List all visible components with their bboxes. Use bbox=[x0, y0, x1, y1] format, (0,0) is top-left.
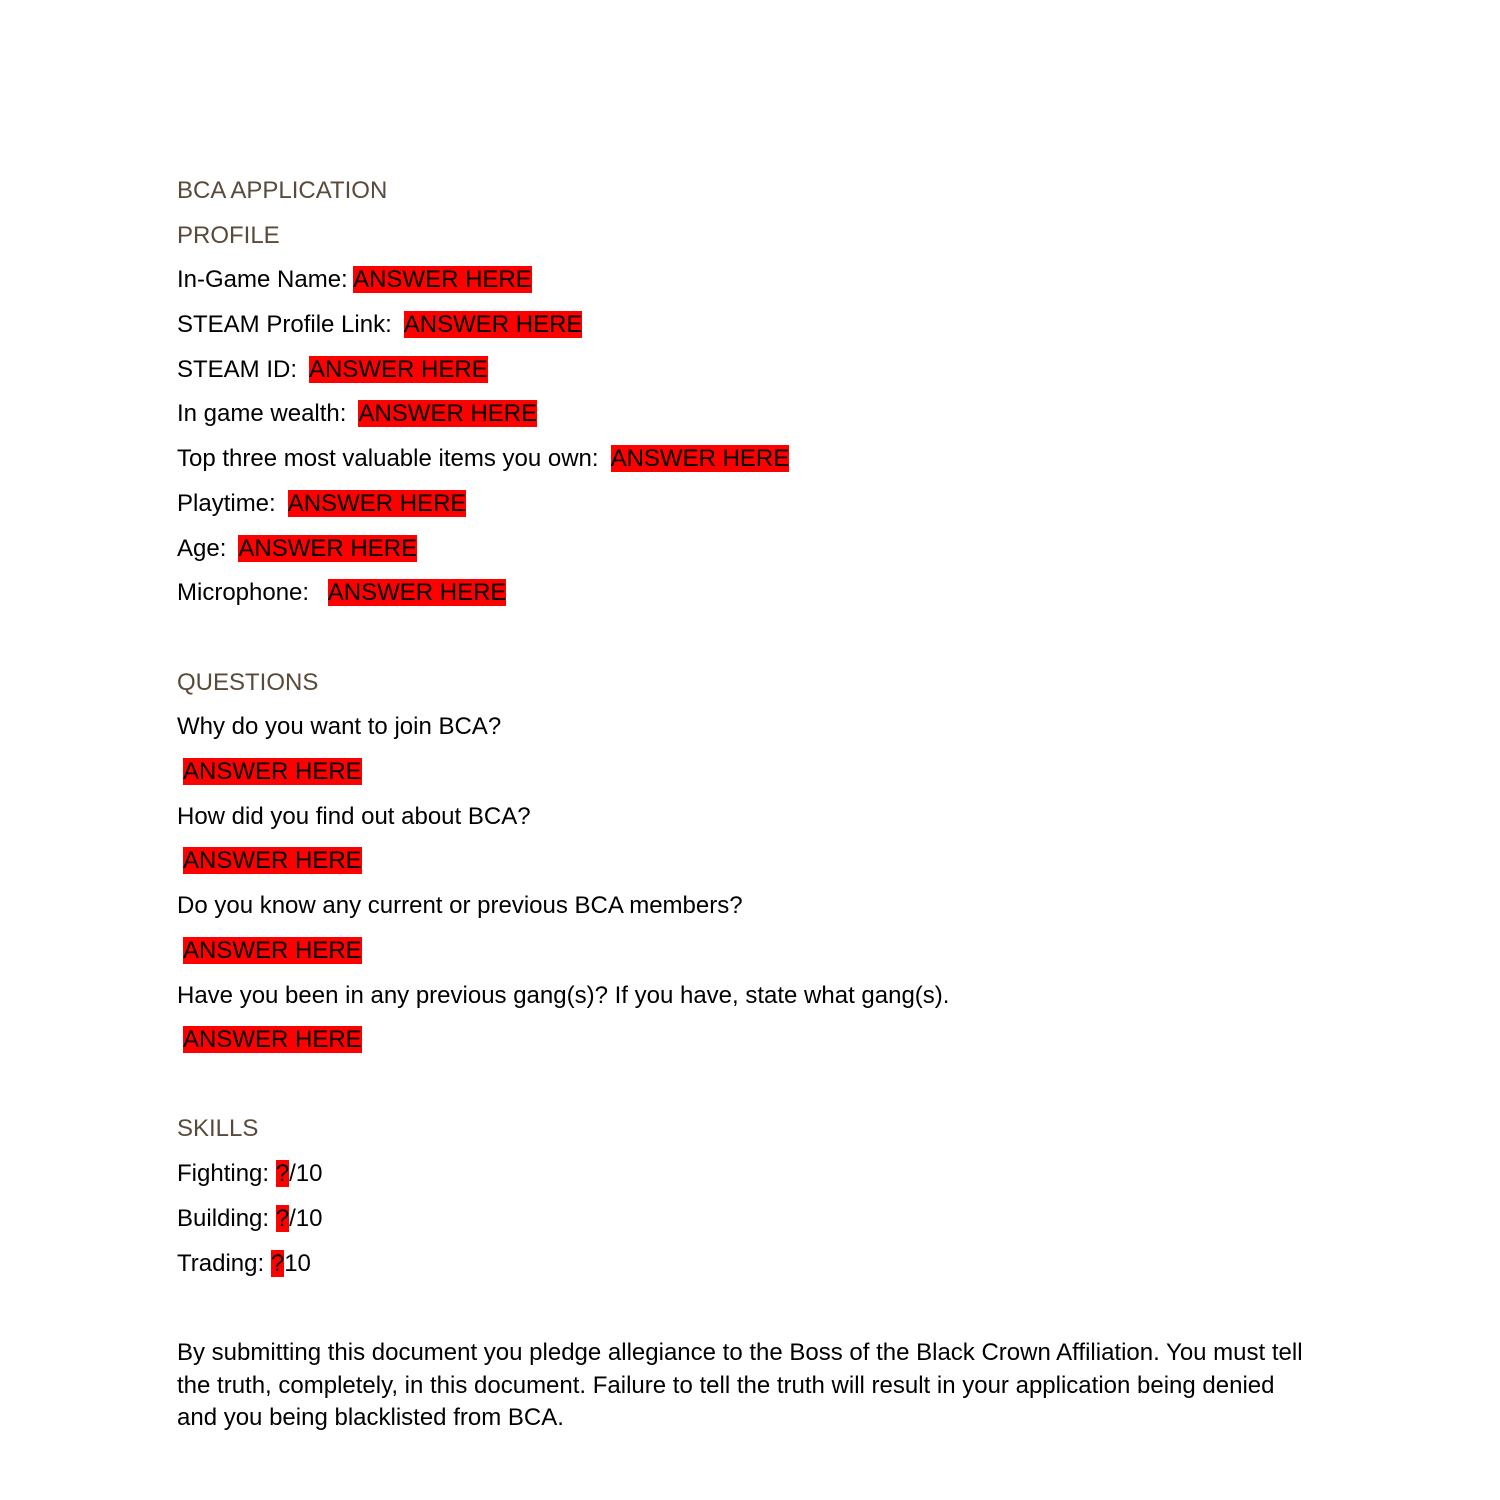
answer-highlight[interactable]: ANSWER HERE bbox=[183, 758, 362, 785]
field-label: In game wealth: bbox=[177, 400, 359, 427]
field-label: Top three most valuable items you own: bbox=[177, 445, 611, 472]
question-text: Have you been in any previous gang(s)? If you have, state what gang(s). bbox=[177, 982, 950, 1009]
field-label: STEAM Profile Link: bbox=[177, 311, 404, 338]
answer-highlight[interactable]: ANSWER HERE bbox=[287, 490, 467, 517]
skill-label: Fighting: bbox=[177, 1160, 276, 1187]
field-label: STEAM ID: bbox=[177, 356, 310, 383]
skill-label: Trading: bbox=[177, 1250, 271, 1277]
field-label: Age: bbox=[177, 535, 239, 562]
skill-fighting bbox=[177, 1160, 322, 1188]
document-title: BCA APPLICATION bbox=[177, 177, 388, 204]
answer-highlight[interactable]: ANSWER HERE bbox=[309, 356, 488, 383]
field-label: Microphone: bbox=[177, 579, 328, 606]
answer-highlight[interactable]: ANSWER HERE bbox=[358, 400, 538, 427]
skill-building bbox=[177, 1205, 322, 1233]
question-text: Do you know any current or previous BCA members? bbox=[177, 892, 743, 919]
field-age bbox=[177, 535, 417, 563]
answer-highlight[interactable]: ANSWER HERE bbox=[183, 1026, 362, 1053]
skill-value-highlight[interactable]: ? bbox=[275, 1160, 290, 1187]
question-answer bbox=[183, 847, 362, 875]
field-playtime bbox=[177, 490, 466, 518]
question-answer bbox=[183, 758, 362, 786]
answer-highlight[interactable]: ANSWER HERE bbox=[610, 445, 790, 472]
field-in-game-name bbox=[177, 266, 532, 294]
answer-highlight[interactable]: ANSWER HERE bbox=[403, 311, 583, 338]
question-text: How did you find out about BCA? bbox=[177, 803, 531, 830]
skill-label: Building: bbox=[177, 1205, 276, 1232]
answer-highlight[interactable]: ANSWER HERE bbox=[238, 535, 418, 562]
field-label: Playtime: bbox=[177, 490, 288, 517]
field-top-items bbox=[177, 445, 789, 473]
questions-heading: QUESTIONS bbox=[177, 669, 319, 696]
field-label: In-Game Name: bbox=[177, 266, 354, 293]
pledge-paragraph: By submitting this document you pledge allegiance to the Boss of the Black Crown Affiliation. You must tell the truth, completely, in this document. Failure to tell the truth will result in your application being denied and you being blacklisted from BCA. bbox=[177, 1339, 1303, 1431]
skill-value-highlight[interactable]: ? bbox=[275, 1205, 290, 1232]
question-answer bbox=[183, 1026, 362, 1054]
skill-suffix: 10 bbox=[284, 1250, 311, 1277]
skill-suffix: /10 bbox=[289, 1205, 323, 1232]
field-steam-profile-link bbox=[177, 311, 582, 339]
field-microphone bbox=[177, 579, 506, 607]
answer-highlight[interactable]: ANSWER HERE bbox=[183, 937, 362, 964]
skills-heading: SKILLS bbox=[177, 1115, 259, 1142]
question-answer bbox=[183, 937, 362, 965]
answer-highlight[interactable]: ANSWER HERE bbox=[353, 266, 532, 293]
answer-highlight[interactable]: ANSWER HERE bbox=[183, 847, 362, 874]
profile-heading: PROFILE bbox=[177, 222, 280, 249]
field-steam-id bbox=[177, 356, 488, 384]
skill-trading bbox=[177, 1250, 311, 1278]
answer-highlight[interactable]: ANSWER HERE bbox=[327, 579, 507, 606]
skill-value-highlight[interactable]: ? bbox=[270, 1250, 285, 1277]
question-text: Why do you want to join BCA? bbox=[177, 713, 502, 740]
field-in-game-wealth bbox=[177, 400, 537, 428]
skill-suffix: /10 bbox=[289, 1160, 323, 1187]
